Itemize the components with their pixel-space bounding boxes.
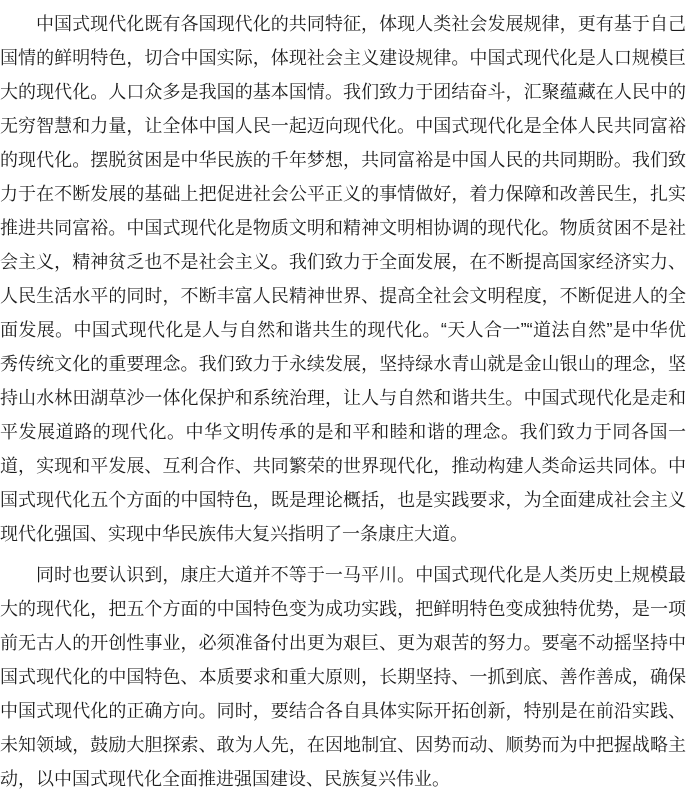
paragraph-1: 中国式现代化既有各国现代化的共同特征，体现人类社会发展规律，更有基于自己国情的鲜明特色，切合中国实际，体现社会主义建设规律。中国式现代化是人口规模巨大的现代化。人口众多是我国的基本国情。我们致力于团结奋斗，汇聚蕴藏在人民中的无穷智慧和力量，让全体中国人民一起迈向现代化。中国式现代化是全体人民共同富裕的现代化。摆脱贫困是中华民族的千年梦想，共同富裕是中国人民的共同期盼。我们致力于在不断发展的基础上把促进社会公平正义的事情做好，着力保障和改善民生，扎实推进共同富裕。中国式现代化是物质文明和精神文明相协调的现代化。物质贫困不是社会主义，精神贫乏也不是社会主义。我们致力于全面发展，在不断提高国家经济实力、人民生活水平的同时，不断丰富人民精神世界、提高全社会文明程度，不断促进人的全面发展。中国式现代化是人与自然和谐共生的现代化。“天人合一”“道法自然”是中华优秀传统文化的重要理念。我们致力于永续发展，坚持绿水青山就是金山银山的理念，坚持山水林田湖草沙一体化保护和系统治理，让人与自然和谐共生。中国式现代化是走和平发展道路的现代化。中华文明传承的是和平和睦和谐的理念。我们致力于同各国一道，实现和平发展、互利合作、共同繁荣的世界现代化，推动构建人类命运共同体。中国式现代化五个方面的中国特色，既是理论概括，也是实践要求，为全面建成社会主义现代化强国、实现中华民族伟大复兴指明了一条康庄大道。: [0, 14, 686, 544]
paragraph-2: 同时也要认识到，康庄大道并不等于一马平川。中国式现代化是人类历史上规模最大的现代化，把五个方面的中国特色变为成功实践，把鲜明特色变成独特优势，是一项前无古人的开创性事业，必须准备付出更为艰巨、更为艰苦的努力。要毫不动摇坚持中国式现代化的中国特色、本质要求和重大原则，长期坚持、一抓到底、善作善成，确保中国式现代化的正确方向。同时，要结合各自具体实际开拓创新，特别是在前沿实践、未知领域，鼓励大胆探索、敢为人先，在因地制宜、因势而动、顺势而为中把握战略主动，以中国式现代化全面推进强国建设、民族复兴伟业。: [0, 565, 686, 789]
